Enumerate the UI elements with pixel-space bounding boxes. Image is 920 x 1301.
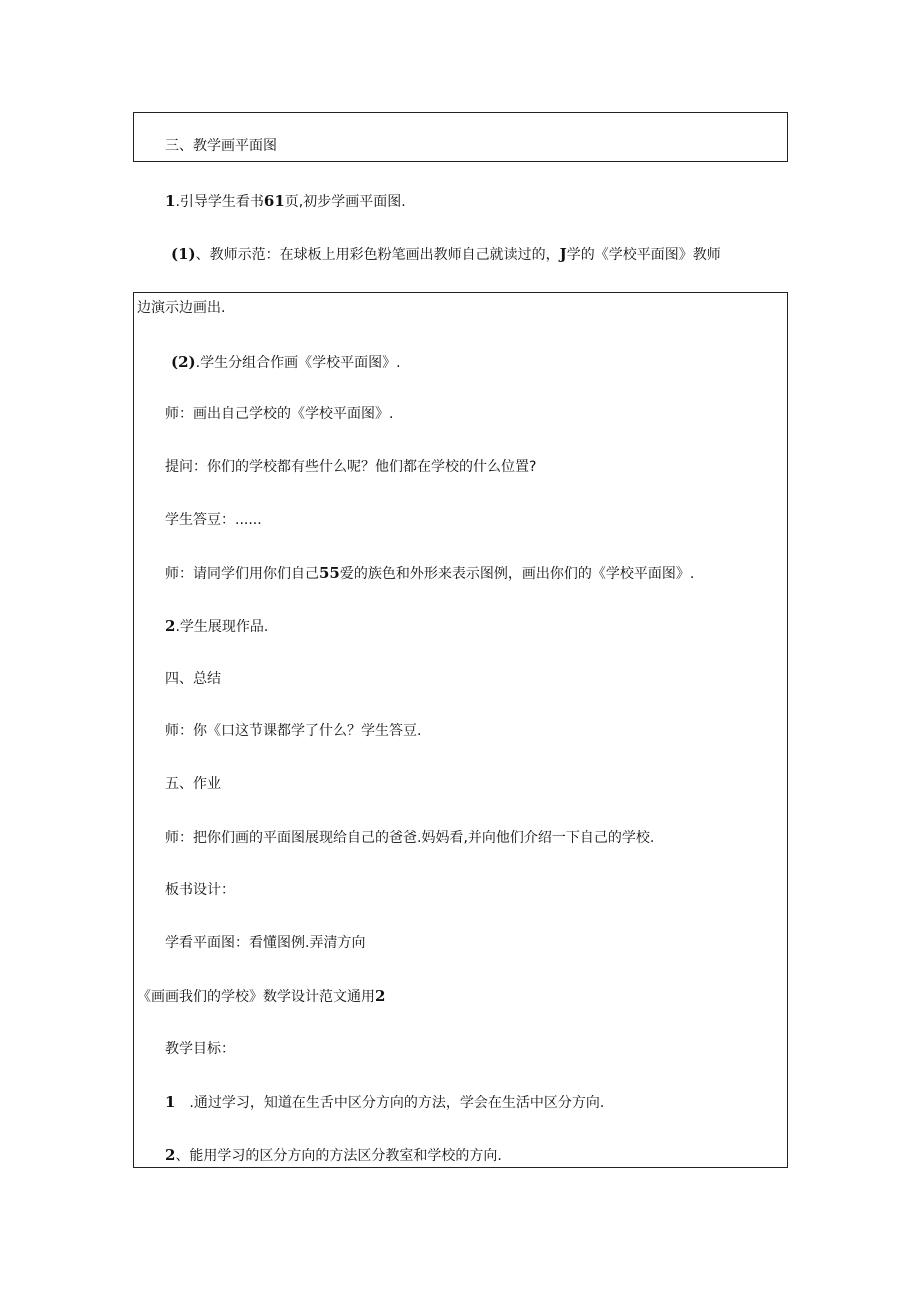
board-design-content: 学看平面图：看懂图例.弄清方向 xyxy=(165,935,366,951)
question-line: 提问：你们的学校都有些什么呢？他们都在学校的什么位置? xyxy=(165,459,537,475)
section-heading-3: 三、教学画平面图 xyxy=(165,138,277,154)
step-2-line: 2.学生展现作品. xyxy=(165,617,269,635)
teacher-line-4: 师：把你们画的平面图展现给自己的爸爸.妈妈看,并向他们介绍一下自己的学校. xyxy=(165,830,655,846)
step-1-2-line: (2).学生分组合作画《学校平面图》. xyxy=(171,353,401,371)
step-1-line: 1.引导学生看书61页,初步学画平面图. xyxy=(165,192,406,210)
board-design-label: 板书设计： xyxy=(165,882,235,898)
step-1-1-continued: 边演示边画出. xyxy=(137,300,226,316)
goal-2-line: 2、能用学习的区分方向的方法区分教室和学校的方向. xyxy=(165,1146,502,1164)
teacher-line-1: 师：画出自己学校的《学校平面图》. xyxy=(165,406,394,422)
section-heading-5: 五、作业 xyxy=(165,776,221,792)
goal-1-line: 1 .通过学习，知道在生舌中区分方向的方法，学会在生活中区分方向. xyxy=(165,1093,605,1111)
teacher-line-3: 师：你《口这节课都学了什么？学生答豆. xyxy=(165,723,422,739)
document-subtitle: 《画画我们的学校》数学设计范文通用2 xyxy=(137,987,386,1005)
teacher-line-2: 师：请同学们用你们自己55爱的族色和外形来表示图例，画出你们的《学校平面图》. xyxy=(165,564,695,582)
teaching-goals-label: 教学目标： xyxy=(165,1041,235,1057)
section-heading-4: 四、总结 xyxy=(165,671,221,687)
step-1-1-line: (1)、教师示范：在球板上用彩色粉笔画出教师自己就读过的，J学的《学校平面图》教师 xyxy=(171,245,721,263)
student-answer-line: 学生答豆：...... xyxy=(165,512,262,528)
